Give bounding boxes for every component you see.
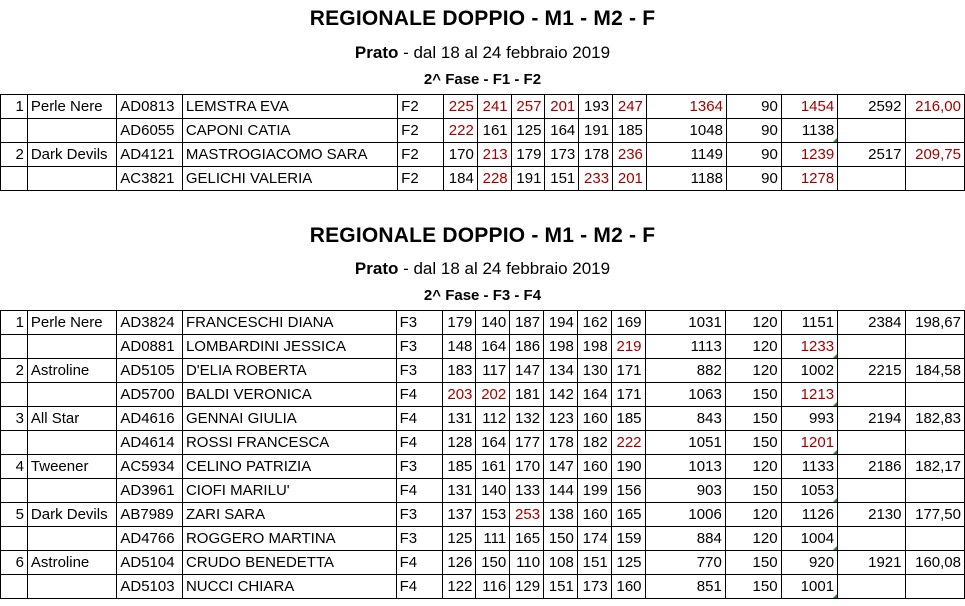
game-score: 150 — [476, 551, 510, 575]
game-score: 185 — [611, 407, 645, 431]
team-total — [838, 431, 905, 455]
category: F2 — [398, 119, 444, 143]
game-score: 171 — [611, 359, 645, 383]
game-score: 253 — [510, 503, 544, 527]
player-code: AD5700 — [117, 383, 183, 407]
game-score: 117 — [476, 359, 510, 383]
scratch-sum: 903 — [645, 479, 725, 503]
handicap: 120 — [725, 455, 781, 479]
game-score: 193 — [579, 95, 613, 119]
phase-label: 2^ Fase - F3 - F4 — [423, 287, 542, 304]
game-score: 201 — [613, 167, 647, 191]
handicap: 150 — [725, 575, 781, 599]
team-average — [905, 575, 965, 599]
game-score: 140 — [476, 311, 510, 335]
player-name: CIOFI MARILU' — [182, 479, 396, 503]
team-average: 160,08 — [905, 551, 965, 575]
team-name: Perle Nere — [27, 311, 116, 335]
player-total: 1001 — [781, 575, 837, 599]
game-score: 110 — [510, 551, 544, 575]
game-score: 228 — [477, 167, 511, 191]
game-score: 171 — [611, 383, 645, 407]
game-score: 185 — [442, 455, 476, 479]
game-score: 190 — [611, 455, 645, 479]
game-score: 108 — [544, 551, 578, 575]
team-average — [905, 527, 965, 551]
category: F4 — [396, 407, 442, 431]
rank: 2 — [1, 359, 28, 383]
player-code: AD6055 — [117, 119, 183, 143]
game-score: 112 — [476, 407, 510, 431]
game-score: 125 — [442, 527, 476, 551]
scratch-sum: 770 — [645, 551, 725, 575]
game-score: 181 — [510, 383, 544, 407]
player-total: 1138 — [781, 119, 837, 143]
dates: - dal 18 al 24 febbraio 2019 — [398, 43, 611, 62]
team-name — [27, 431, 116, 455]
team-average — [905, 335, 965, 359]
game-score: 150 — [544, 527, 578, 551]
game-score: 178 — [544, 431, 578, 455]
game-score: 160 — [577, 455, 611, 479]
player-row — [1, 551, 965, 575]
game-score: 170 — [444, 143, 478, 167]
game-score: 219 — [611, 335, 645, 359]
game-score: 222 — [611, 431, 645, 455]
section-subtitle — [0, 259, 965, 279]
player-code: AD4766 — [117, 527, 183, 551]
rank: 4 — [1, 455, 28, 479]
player-total: 920 — [781, 551, 837, 575]
team-average — [905, 479, 965, 503]
game-score: 222 — [444, 119, 478, 143]
team-name: All Star — [27, 407, 116, 431]
game-score: 147 — [510, 359, 544, 383]
game-score: 236 — [613, 143, 647, 167]
team-average — [905, 383, 965, 407]
player-code: AD0881 — [117, 335, 183, 359]
game-score: 165 — [510, 527, 544, 551]
game-score: 184 — [444, 167, 478, 191]
team-total — [838, 479, 905, 503]
game-score: 198 — [577, 335, 611, 359]
team-name — [27, 335, 116, 359]
player-name: CELINO PATRIZIA — [182, 455, 396, 479]
game-score: 125 — [611, 551, 645, 575]
player-name: MASTROGIACOMO SARA — [182, 143, 397, 167]
team-total: 2517 — [838, 143, 905, 167]
game-score: 187 — [510, 311, 544, 335]
team-average: 209,75 — [905, 143, 965, 167]
game-score: 247 — [613, 95, 647, 119]
category: F4 — [396, 551, 442, 575]
category: F4 — [396, 479, 442, 503]
game-score: 122 — [442, 575, 476, 599]
player-name: CAPONI CATIA — [182, 119, 397, 143]
game-score: 179 — [511, 143, 545, 167]
game-score: 169 — [611, 311, 645, 335]
handicap: 120 — [725, 527, 781, 551]
handicap: 150 — [725, 383, 781, 407]
handicap: 90 — [726, 167, 781, 191]
player-row — [1, 479, 965, 503]
player-name: ZARI SARA — [182, 503, 396, 527]
rank — [1, 431, 28, 455]
player-row — [1, 575, 965, 599]
team-total — [838, 335, 905, 359]
handicap: 120 — [725, 359, 781, 383]
team-name: Astroline — [27, 359, 116, 383]
player-row — [1, 383, 965, 407]
game-score: 191 — [511, 167, 545, 191]
game-score: 151 — [544, 575, 578, 599]
game-score: 241 — [477, 95, 511, 119]
game-score: 186 — [510, 335, 544, 359]
game-score: 164 — [545, 119, 579, 143]
scratch-sum: 884 — [645, 527, 725, 551]
category: F3 — [396, 359, 442, 383]
rank: 6 — [1, 551, 28, 575]
player-name: BALDI VERONICA — [182, 383, 396, 407]
player-row — [1, 503, 965, 527]
game-score: 177 — [510, 431, 544, 455]
player-code: AB7989 — [117, 503, 183, 527]
game-score: 116 — [476, 575, 510, 599]
game-score: 138 — [544, 503, 578, 527]
team-total: 2186 — [838, 455, 905, 479]
team-total: 2215 — [838, 359, 905, 383]
game-score: 182 — [577, 431, 611, 455]
game-score: 203 — [442, 383, 476, 407]
game-score: 257 — [511, 95, 545, 119]
game-score: 202 — [476, 383, 510, 407]
player-total: 1278 — [781, 167, 837, 191]
game-score: 147 — [544, 455, 578, 479]
scratch-sum: 1048 — [646, 119, 726, 143]
rank — [1, 527, 28, 551]
game-score: 198 — [544, 335, 578, 359]
game-score: 131 — [442, 479, 476, 503]
game-score: 156 — [611, 479, 645, 503]
game-score: 159 — [611, 527, 645, 551]
game-score: 151 — [577, 551, 611, 575]
scratch-sum: 1031 — [645, 311, 725, 335]
rank: 3 — [1, 407, 28, 431]
player-row — [1, 455, 965, 479]
team-total: 1921 — [838, 551, 905, 575]
game-score: 164 — [476, 335, 510, 359]
player-code: AD5104 — [117, 551, 183, 575]
player-row — [1, 527, 965, 551]
player-name: D'ELIA ROBERTA — [182, 359, 396, 383]
game-score: 129 — [510, 575, 544, 599]
game-score: 173 — [545, 143, 579, 167]
category: F4 — [396, 431, 442, 455]
team-name — [27, 527, 116, 551]
player-name: FRANCESCHI DIANA — [182, 311, 396, 335]
team-name — [27, 575, 116, 599]
handicap: 90 — [726, 95, 781, 119]
handicap: 150 — [725, 431, 781, 455]
player-row — [1, 431, 965, 455]
game-score: 137 — [442, 503, 476, 527]
team-name: Perle Nere — [27, 95, 116, 119]
game-score: 178 — [579, 143, 613, 167]
player-total: 1239 — [781, 143, 837, 167]
team-total: 2592 — [838, 95, 905, 119]
handicap: 120 — [725, 311, 781, 335]
player-name: GELICHI VALERIA — [182, 167, 397, 191]
player-code: AD5105 — [117, 359, 183, 383]
game-score: 128 — [442, 431, 476, 455]
scratch-sum: 1063 — [645, 383, 725, 407]
team-name: Tweener — [27, 455, 116, 479]
team-total — [838, 575, 905, 599]
scratch-sum: 1051 — [645, 431, 725, 455]
player-code: AC5934 — [117, 455, 183, 479]
game-score: 233 — [579, 167, 613, 191]
rank — [1, 383, 28, 407]
game-score: 185 — [613, 119, 647, 143]
player-code: AD0813 — [117, 95, 183, 119]
game-score: 161 — [476, 455, 510, 479]
player-total: 1133 — [781, 455, 837, 479]
game-score: 160 — [577, 407, 611, 431]
game-score: 131 — [442, 407, 476, 431]
game-score: 144 — [544, 479, 578, 503]
city: Prato — [354, 259, 399, 278]
rank — [1, 575, 28, 599]
handicap: 120 — [725, 503, 781, 527]
scratch-sum: 1006 — [645, 503, 725, 527]
team-average: 182,17 — [905, 455, 965, 479]
section-title: REGIONALE DOPPIO - M1 - M2 - F — [309, 224, 656, 247]
game-score: 126 — [442, 551, 476, 575]
team-average: 184,58 — [905, 359, 965, 383]
team-average: 182,83 — [905, 407, 965, 431]
player-total: 1126 — [781, 503, 837, 527]
team-average: 198,67 — [905, 311, 965, 335]
team-total: 2130 — [838, 503, 905, 527]
player-code: AD4121 — [117, 143, 183, 167]
handicap: 120 — [725, 335, 781, 359]
player-name: LOMBARDINI JESSICA — [182, 335, 396, 359]
game-score: 183 — [442, 359, 476, 383]
game-score: 164 — [577, 383, 611, 407]
game-score: 133 — [510, 479, 544, 503]
player-row — [1, 407, 965, 431]
player-row — [1, 359, 965, 383]
phase-label: 2^ Fase - F1 - F2 — [423, 71, 542, 88]
game-score: 194 — [544, 311, 578, 335]
category: F3 — [396, 503, 442, 527]
player-name: LEMSTRA EVA — [182, 95, 397, 119]
player-name: ROGGERO MARTINA — [182, 527, 396, 551]
game-score: 134 — [544, 359, 578, 383]
game-score: 162 — [577, 311, 611, 335]
game-score: 142 — [544, 383, 578, 407]
game-score: 160 — [577, 503, 611, 527]
section-title: REGIONALE DOPPIO - M1 - M2 - F — [309, 7, 656, 30]
game-score: 213 — [477, 143, 511, 167]
handicap: 150 — [725, 551, 781, 575]
scratch-sum: 1113 — [645, 335, 725, 359]
handicap: 90 — [726, 143, 781, 167]
game-score: 140 — [476, 479, 510, 503]
category: F3 — [396, 335, 442, 359]
category: F2 — [398, 95, 444, 119]
category: F4 — [396, 575, 442, 599]
game-score: 160 — [611, 575, 645, 599]
team-total — [838, 527, 905, 551]
game-score: 132 — [510, 407, 544, 431]
city: Prato — [354, 43, 399, 62]
player-code: AD5103 — [117, 575, 183, 599]
team-name: Astroline — [27, 551, 116, 575]
player-code: AD4614 — [117, 431, 183, 455]
team-total: 2194 — [838, 407, 905, 431]
team-name — [27, 383, 116, 407]
game-score: 151 — [545, 167, 579, 191]
player-name: GENNAI GIULIA — [182, 407, 396, 431]
scratch-sum: 1364 — [646, 95, 726, 119]
player-name: NUCCI CHIARA — [182, 575, 396, 599]
standings-table — [0, 310, 965, 599]
game-score: 130 — [577, 359, 611, 383]
game-score: 201 — [545, 95, 579, 119]
player-name: CRUDO BENEDETTA — [182, 551, 396, 575]
game-score: 164 — [476, 431, 510, 455]
category: F3 — [396, 455, 442, 479]
player-code: AD3961 — [117, 479, 183, 503]
category: F4 — [396, 383, 442, 407]
player-total: 1004 — [781, 527, 837, 551]
player-row — [1, 311, 965, 335]
game-score: 111 — [476, 527, 510, 551]
player-code: AC3821 — [117, 167, 183, 191]
rank: 2 — [1, 143, 28, 167]
game-score: 148 — [442, 335, 476, 359]
game-score: 179 — [442, 311, 476, 335]
dates: - dal 18 al 24 febbraio 2019 — [398, 259, 611, 278]
game-score: 191 — [579, 119, 613, 143]
rank: 1 — [1, 95, 28, 119]
player-total: 1233 — [781, 335, 837, 359]
game-score: 199 — [577, 479, 611, 503]
scratch-sum: 1013 — [645, 455, 725, 479]
category: F2 — [398, 167, 444, 191]
team-name: Dark Devils — [27, 143, 116, 167]
scratch-sum: 1149 — [646, 143, 726, 167]
scratch-sum: 882 — [645, 359, 725, 383]
scratch-sum: 851 — [645, 575, 725, 599]
player-code: AD4616 — [117, 407, 183, 431]
player-name: ROSSI FRANCESCA — [182, 431, 396, 455]
rank — [1, 335, 28, 359]
category: F3 — [396, 527, 442, 551]
game-score: 174 — [577, 527, 611, 551]
scratch-sum: 843 — [645, 407, 725, 431]
rank: 5 — [1, 503, 28, 527]
handicap: 150 — [725, 479, 781, 503]
handicap: 150 — [725, 407, 781, 431]
player-code: AD3824 — [117, 311, 183, 335]
team-average: 177,50 — [905, 503, 965, 527]
game-score: 225 — [444, 95, 478, 119]
team-total: 2384 — [838, 311, 905, 335]
team-average: 216,00 — [905, 95, 965, 119]
team-total — [838, 383, 905, 407]
game-score: 165 — [611, 503, 645, 527]
player-total: 1053 — [781, 479, 837, 503]
game-score: 170 — [510, 455, 544, 479]
scratch-sum: 1188 — [646, 167, 726, 191]
player-total: 1151 — [781, 311, 837, 335]
rank — [1, 479, 28, 503]
game-score: 125 — [511, 119, 545, 143]
player-total: 993 — [781, 407, 837, 431]
game-score: 123 — [544, 407, 578, 431]
team-average — [905, 431, 965, 455]
player-total: 1002 — [781, 359, 837, 383]
handicap: 90 — [726, 119, 781, 143]
player-total: 1213 — [781, 383, 837, 407]
player-total: 1201 — [781, 431, 837, 455]
team-name: Dark Devils — [27, 503, 116, 527]
game-score: 153 — [476, 503, 510, 527]
team-name — [27, 479, 116, 503]
player-row — [1, 335, 965, 359]
category: F2 — [398, 143, 444, 167]
category: F3 — [396, 311, 442, 335]
game-score: 173 — [577, 575, 611, 599]
player-total: 1454 — [781, 95, 837, 119]
game-score: 161 — [477, 119, 511, 143]
rank: 1 — [1, 311, 28, 335]
